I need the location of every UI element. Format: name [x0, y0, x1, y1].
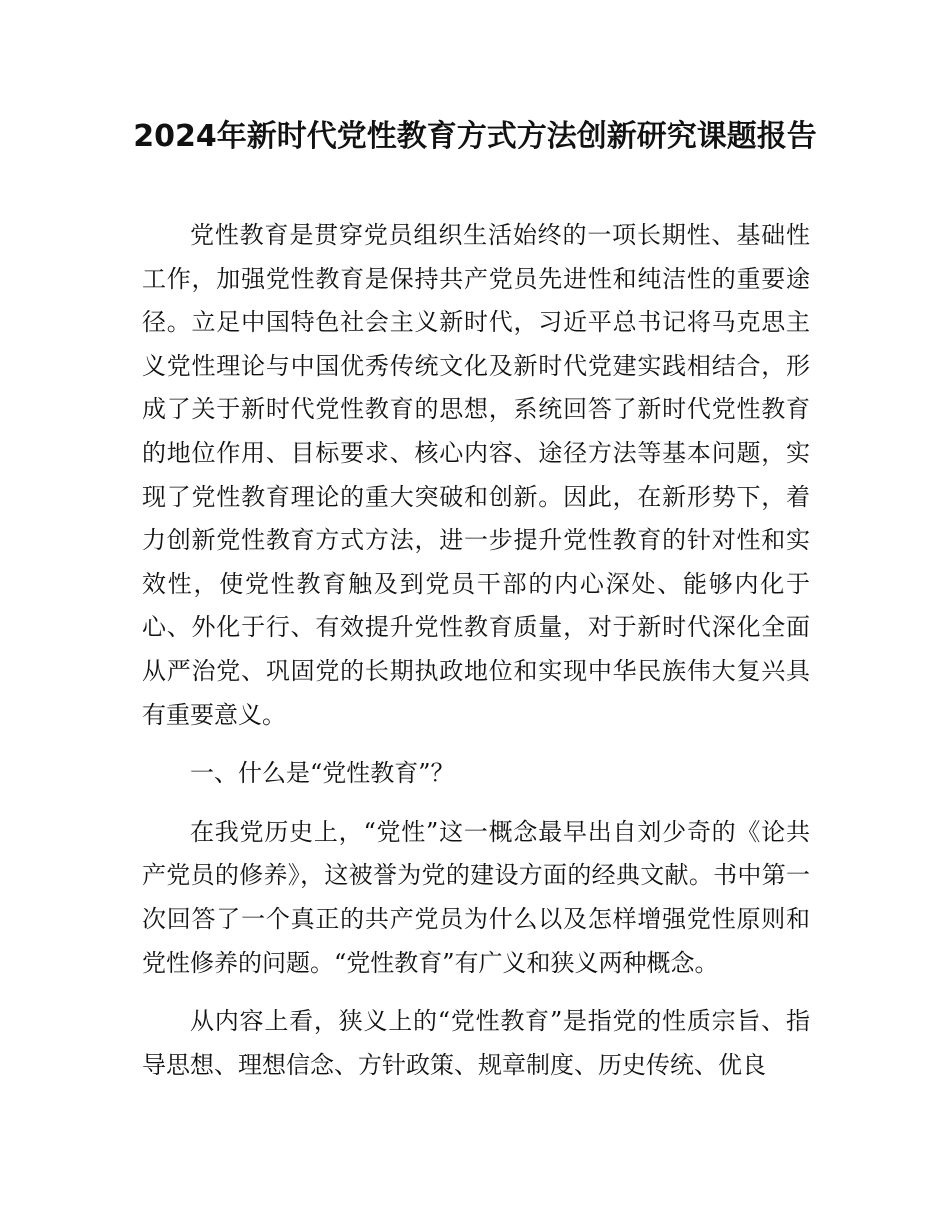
body-paragraph: 从内容上看，狭义上的“党性教育”是指党的性质宗旨、指导思想、理想信念、方针政策、规章制度、历史传统、优良 [142, 1007, 810, 1079]
section-heading: 一、什么是“党性教育”？ [190, 759, 455, 788]
document-title: 2024年新时代党性教育方式方法创新研究课题报告 [133, 119, 817, 154]
intro-paragraph: 党性教育是贯穿党员组织生活始终的一项长期性、基础性工作，加强党性教育是保持共产党员先进性和纯洁性的重要途径。立足中国特色社会主义新时代，习近平总书记将马克思主义党性理论与中国优秀传统文化及新时代党建实践相结合，形成了关于新时代党性教育的思想，系统回答了新时代党性教育的地位作用、目标要求、核心内容、途径方法等基本问题，实现了党性教育理论的重大突破和创新。因此，在新形势下，着力创新党性教育方式方法，进一步提升党性教育的针对性和实效性，使党性教育触及到党员干部的内心深处、能够内化于心、外化于行、有效提升党性教育质量，对于新时代深化全面从严治党、巩固党的长期执政地位和实现中华民族伟大复兴具有重要意义。 [142, 221, 810, 729]
body-paragraph: 在我党历史上，“党性”这一概念最早出自刘少奇的《论共产党员的修养》，这被誉为党的建设方面的经典文献。书中第一次回答了一个真正的共产党员为什么以及怎样增强党性原则和党性修养的问题。“党性教育”有广义和狭义两种概念。 [142, 817, 810, 977]
document-body [142, 214, 810, 1087]
